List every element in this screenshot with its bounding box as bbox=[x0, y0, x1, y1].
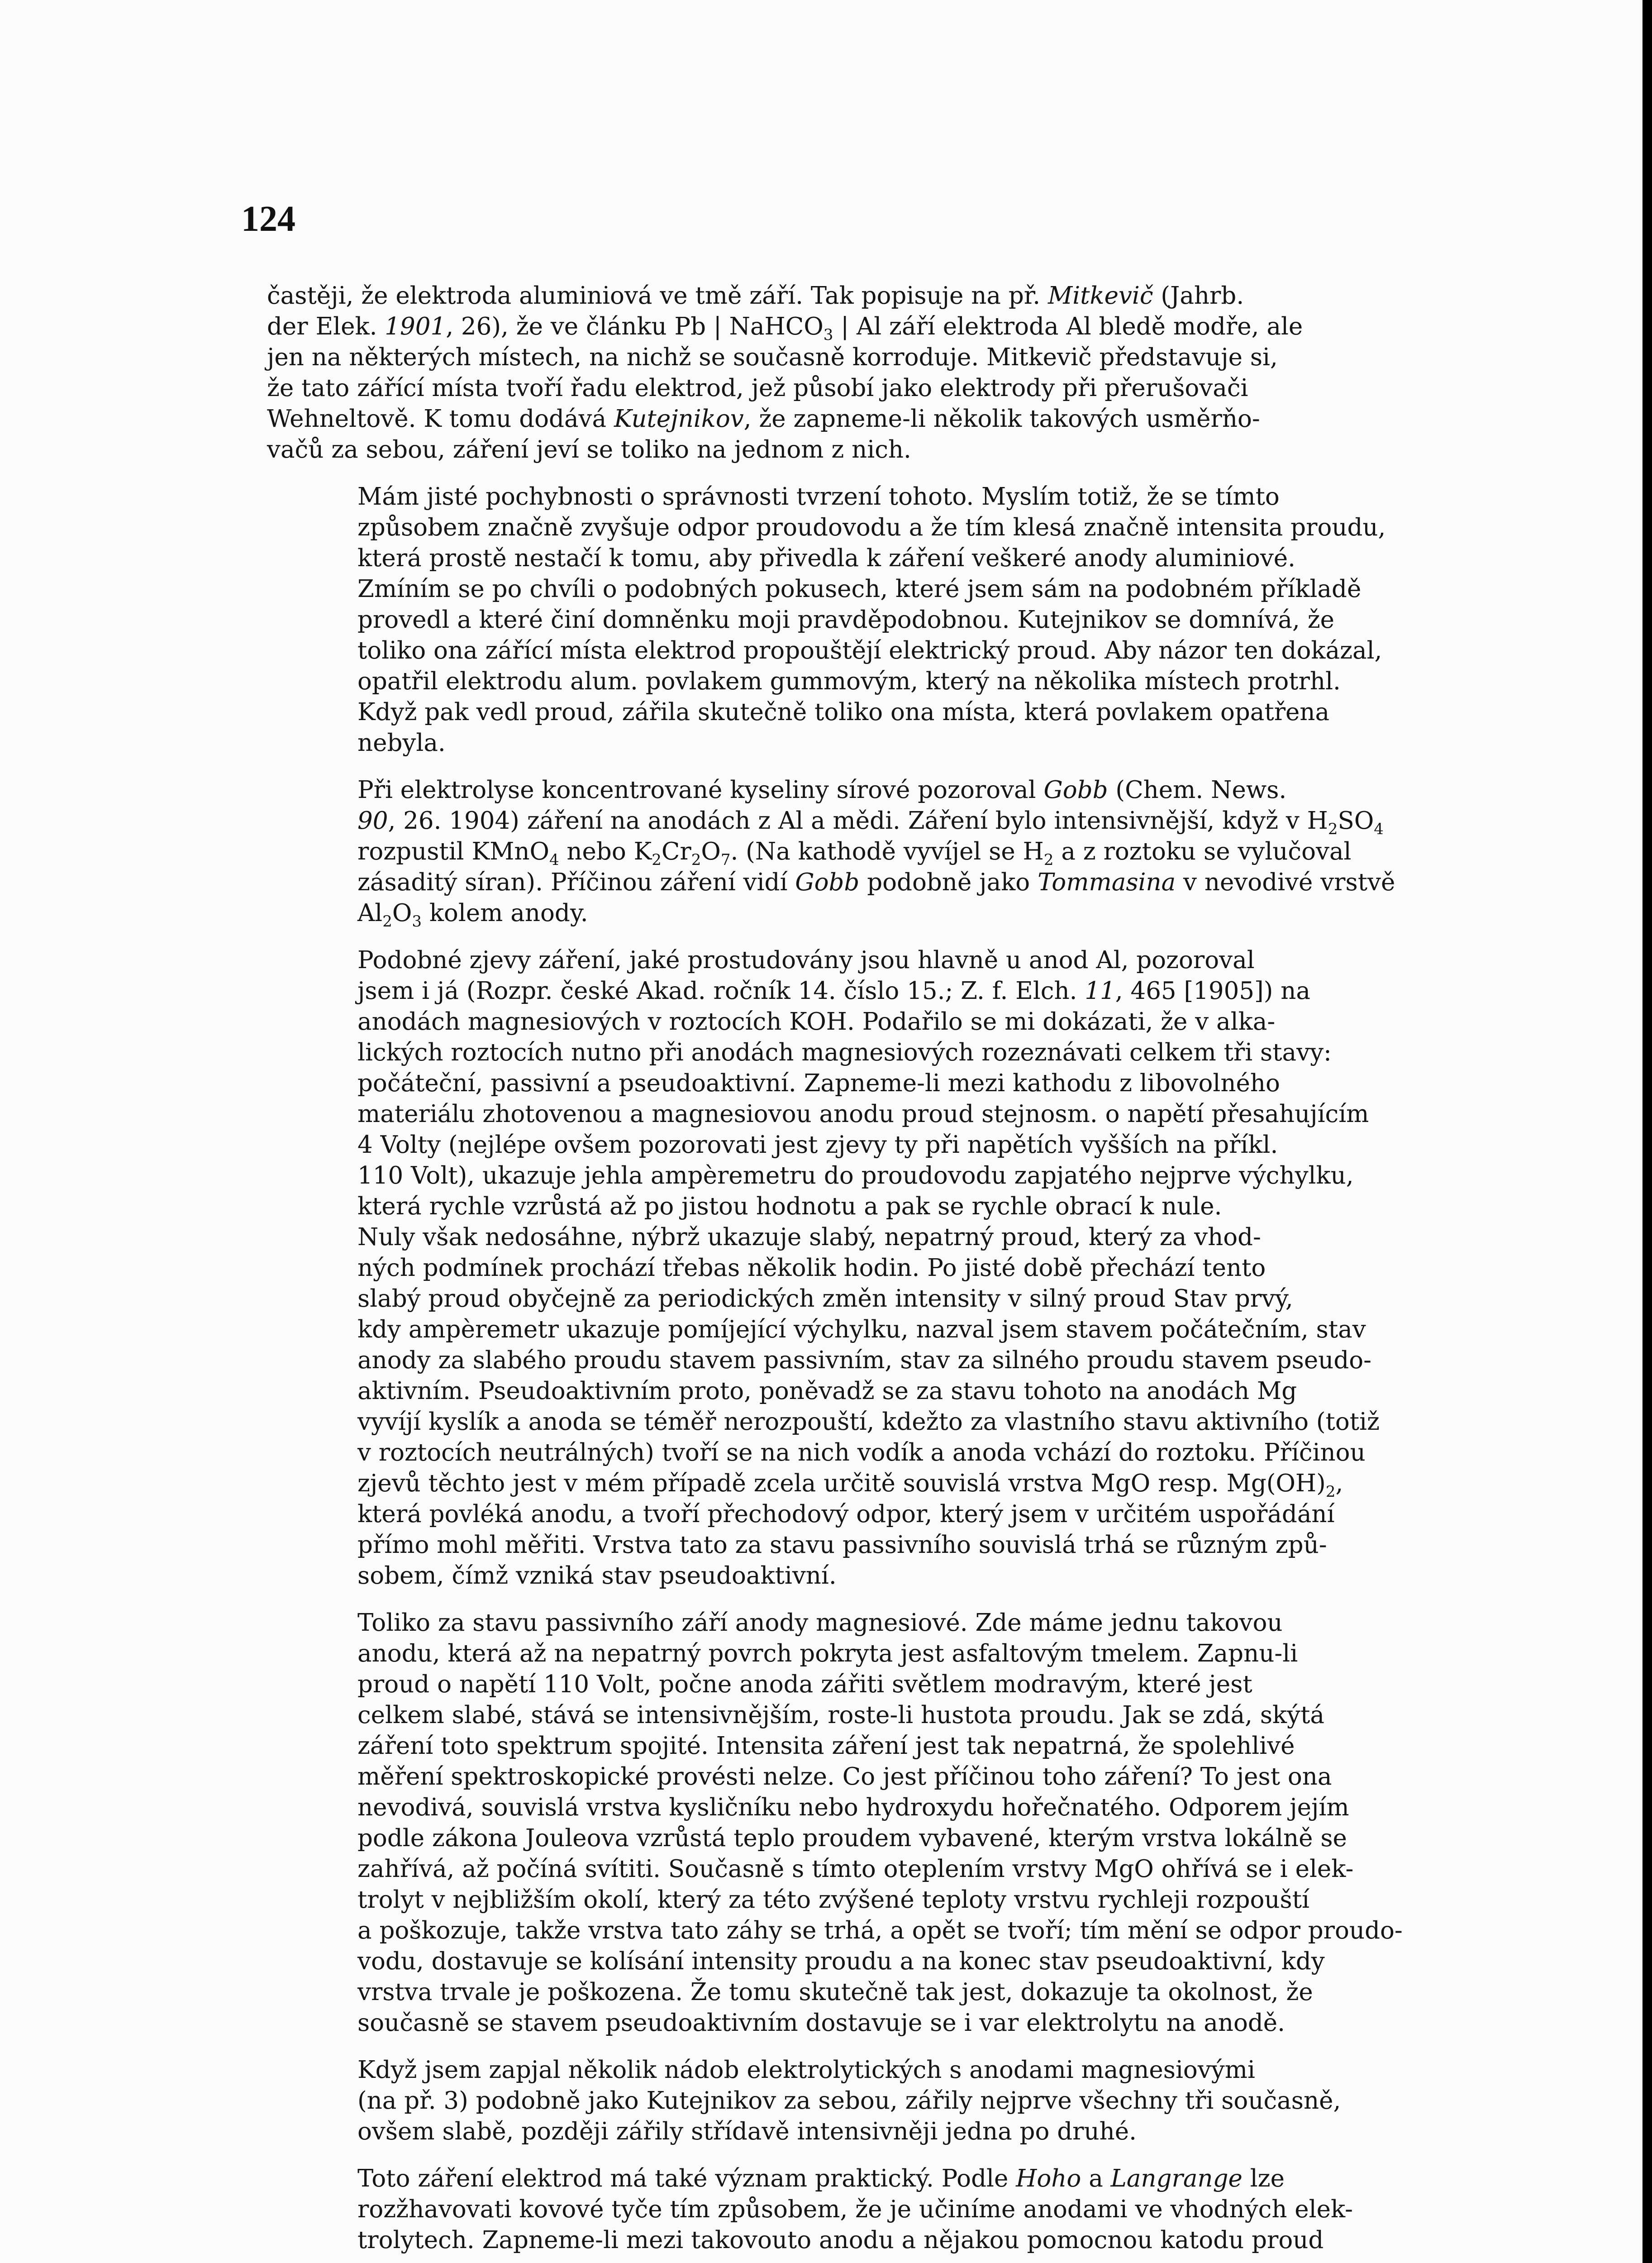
text-run: O bbox=[701, 838, 721, 865]
text-line bbox=[267, 1222, 1452, 1253]
text-line bbox=[267, 1253, 1452, 1284]
text-line bbox=[267, 311, 1452, 342]
text-run: Cr bbox=[661, 838, 691, 865]
text-line bbox=[267, 1823, 1452, 1854]
text-run: anody za slabého proudu stavem passivním, stav za silného proudu stavem pseudo- bbox=[357, 1346, 1372, 1374]
text-run: der Elek. bbox=[267, 313, 385, 340]
text-run: vrstva trvale je poškozena. Že tomu skutečně tak jest, dokazuje ta okolnost, že bbox=[357, 1978, 1313, 2006]
text-line bbox=[267, 1468, 1452, 1499]
text-run: Když pak vedl proud, zářila skutečně toliko ona místa, která povlakem opatřena bbox=[357, 698, 1330, 726]
text-run: nevodivá, souvislá vrstva kysličníku nebo hydroxydu hořečnatého. Odporem jejím bbox=[357, 1794, 1349, 1821]
text-line bbox=[267, 1345, 1452, 1376]
text-run: Mám jisté pochybnosti o správnosti tvrzení tohoto. Myslím totiž, že se tímto bbox=[357, 483, 1280, 511]
text-line bbox=[267, 1007, 1452, 1037]
text-line bbox=[267, 1499, 1452, 1530]
text-run: podle zákona Jouleova vzrůstá teplo proudem vybavené, kterým vrstva lokálně se bbox=[357, 1824, 1347, 1852]
text-run: Nuly však nedosáhne, nýbrž ukazuje slabý, nepatrný proud, který za vhod- bbox=[357, 1223, 1261, 1251]
text-line bbox=[267, 1130, 1452, 1160]
text-line bbox=[267, 434, 1452, 465]
text-run: (Chem. News. bbox=[1108, 776, 1287, 804]
paragraph bbox=[267, 281, 1452, 465]
text-line bbox=[267, 1376, 1452, 1407]
text-run: nebyla. bbox=[357, 729, 446, 757]
text-run: která povléká anodu, a tvoří přechodový odpor, který jsem v určitém uspořádání bbox=[357, 1500, 1335, 1528]
text-line bbox=[267, 1854, 1452, 1885]
text-line bbox=[267, 976, 1452, 1007]
text-line bbox=[267, 2225, 1452, 2256]
text-line bbox=[267, 404, 1452, 434]
text-line bbox=[267, 1530, 1452, 1561]
text-run: sobem, čímž vzniká stav pseudoaktivní. bbox=[357, 1562, 837, 1590]
text-run: (Jahrb. bbox=[1153, 282, 1244, 310]
text-run: Wehneltově. K tomu dodává bbox=[267, 405, 614, 433]
text-run: nebo K bbox=[559, 838, 652, 865]
text-run: vodu, dostavuje se kolísání intensity proudu a na konec stav pseudoaktivní, kdy bbox=[357, 1948, 1325, 1975]
text-run: 4 Volty (nejlépe ovšem pozorovati jest zjevy ty při napětích vyšších na příkl. bbox=[357, 1131, 1278, 1159]
text-run: , 26. 1904) záření na anodách z Al a mědi. Záření bylo intensivnější, když v H bbox=[388, 807, 1328, 835]
text-line bbox=[267, 1638, 1452, 1669]
text-run: aktivním. Pseudoaktivním proto, poněvadž se za stavu tohoto na anodách Mg bbox=[357, 1377, 1297, 1405]
text-line bbox=[267, 543, 1452, 574]
italic-text: 90 bbox=[357, 807, 388, 835]
text-run: provedl a které činí domněnku moji pravděpodobnou. Kutejnikov se domnívá, že bbox=[357, 606, 1334, 634]
text-line bbox=[267, 1915, 1452, 1946]
text-run: trolytech. Zapneme-li mezi takovouto anodu a nějakou pomocnou katodu proud bbox=[357, 2226, 1324, 2254]
scan-border bbox=[1642, 0, 1652, 2263]
text-line bbox=[267, 898, 1452, 929]
text-run: ných podmínek prochází třebas několik hodin. Po jisté době přechází tento bbox=[357, 1254, 1266, 1282]
subscript: 2 bbox=[691, 851, 701, 869]
text-run: opatřil elektrodu alum. povlakem gummovým, který na několika místech protrhl. bbox=[357, 668, 1341, 695]
text-run: zahřívá, až počíná svítiti. Současně s tímto oteplením vrstvy MgO ohřívá se i elek- bbox=[357, 1855, 1354, 1883]
text-line bbox=[267, 806, 1452, 836]
text-run: která prostě nestačí k tomu, aby přivedla k záření veškeré anody aluminiové. bbox=[357, 544, 1295, 572]
text-run: přímo mohl měřiti. Vrstva tato za stavu passivního souvislá trhá se různým způ- bbox=[357, 1531, 1327, 1559]
text-line bbox=[267, 1191, 1452, 1222]
text-run: Zmíním se po chvíli o podobných pokusech, které jsem sám na podobném příkladě bbox=[357, 575, 1362, 603]
text-run: kolem anody. bbox=[421, 899, 588, 927]
text-line bbox=[267, 605, 1452, 635]
text-run: toliko ona zářící místa elektrod propouštějí elektrický proud. Aby názor ten dokázal, bbox=[357, 637, 1382, 664]
text-line bbox=[267, 945, 1452, 976]
text-run: 110 Volt), ukazuje jehla ampèremetru do proudovodu zapjatého nejprve výchylku, bbox=[357, 1162, 1354, 1189]
text-run: lických roztocích nutno při anodách magnesiových rozeznávati celkem tři stavy: bbox=[357, 1039, 1332, 1066]
text-line bbox=[267, 1284, 1452, 1314]
text-line bbox=[267, 2055, 1452, 2086]
text-run: kdy ampèremetr ukazuje pomíjející výchylku, nazval jsem stavem počátečním, stav bbox=[357, 1316, 1366, 1343]
text-run: O bbox=[392, 899, 412, 927]
text-line bbox=[267, 775, 1452, 806]
italic-text: Langrange bbox=[1110, 2165, 1243, 2192]
text-run: Když jsem zapjal několik nádob elektrolytických s anodami magnesiovými bbox=[357, 2056, 1255, 2084]
text-line bbox=[267, 2116, 1452, 2147]
text-line bbox=[267, 2163, 1452, 2194]
text-run: Toto záření elektrod má také význam praktický. Podle bbox=[357, 2165, 1016, 2192]
text-run: počáteční, passivní a pseudoaktivní. Zapneme-li mezi kathodu z libovolného bbox=[357, 1069, 1280, 1097]
subscript: 2 bbox=[1328, 820, 1338, 838]
subscript: 3 bbox=[412, 912, 422, 931]
text-line bbox=[267, 342, 1452, 373]
paragraph bbox=[267, 2163, 1452, 2256]
text-run: Při elektrolyse koncentrované kyseliny sírové pozoroval bbox=[357, 776, 1044, 804]
paragraph bbox=[267, 482, 1452, 759]
text-run: anodu, která až na nepatrný povrch pokryta jest asfaltovým tmelem. Zapnu-li bbox=[357, 1640, 1298, 1667]
text-run: zásaditý síran). Příčinou záření vidí bbox=[357, 869, 795, 896]
text-line bbox=[267, 1731, 1452, 1762]
text-line bbox=[267, 1700, 1452, 1731]
subscript: 2 bbox=[382, 912, 392, 931]
text-line bbox=[267, 1314, 1452, 1345]
text-run: a z roztoku se vylučoval bbox=[1053, 838, 1352, 865]
text-run: vyvíjí kyslík a anoda se téměř nerozpouští, kdežto za vlastního stavu aktivního (totiž bbox=[357, 1408, 1380, 1436]
text-run: podobně jako bbox=[859, 869, 1038, 896]
paragraph bbox=[267, 775, 1452, 929]
paragraph bbox=[267, 2055, 1452, 2147]
paragraph bbox=[267, 945, 1452, 1591]
text-line bbox=[267, 1037, 1452, 1068]
text-run: slabý proud obyčejně za periodických změn intensity v silný proud Stav prvý, bbox=[357, 1285, 1293, 1313]
text-line bbox=[267, 482, 1452, 512]
text-run: proud o napětí 110 Volt, počne anoda zářiti světlem modravým, které jest bbox=[357, 1671, 1252, 1698]
text-line bbox=[267, 2086, 1452, 2116]
text-run: ovšem slabě, později zářily střídavě intensivněji jedna po druhé. bbox=[357, 2118, 1137, 2145]
text-line bbox=[267, 574, 1452, 605]
subscript: 4 bbox=[1374, 820, 1384, 838]
text-line bbox=[267, 1561, 1452, 1591]
text-run: | Al září elektroda Al bledě modře, ale bbox=[833, 313, 1303, 340]
text-run: trolyt v nejbližším okolí, který za této zvýšené teploty vrstvu rychleji rozpouští bbox=[357, 1886, 1310, 1914]
text-run: (na př. 3) podobně jako Kutejnikov za sebou, zářily nejprve všechny tři současně, bbox=[357, 2087, 1341, 2115]
subscript: 3 bbox=[823, 326, 833, 344]
text-line bbox=[267, 2194, 1452, 2225]
text-run: rozžhavovati kovové tyče tím způsobem, že je učiníme anodami ve vhodných elek- bbox=[357, 2196, 1353, 2223]
italic-text: Hoho bbox=[1016, 2165, 1081, 2192]
text-run: lze bbox=[1242, 2165, 1285, 2192]
text-line bbox=[267, 1946, 1452, 1977]
text-line bbox=[267, 1407, 1452, 1437]
text-line bbox=[267, 697, 1452, 728]
text-run: zjevů těchto jest v mém případě zcela určitě souvislá vrstva MgO resp. Mg(OH) bbox=[357, 1470, 1326, 1497]
subscript: 4 bbox=[549, 851, 559, 869]
text-run: způsobem značně zvyšuje odpor proudovodu a že tím klesá značně intensita proudu, bbox=[357, 514, 1386, 541]
text-run: jsem i já (Rozpr. české Akad. ročník 14. číslo 15.; Z. f. Elch. bbox=[357, 977, 1085, 1005]
text-line bbox=[267, 867, 1452, 898]
text-line bbox=[267, 373, 1452, 404]
text-run: a poškozuje, takže vrstva tato záhy se trhá, a opět se tvoří; tím mění se odpor proudo- bbox=[357, 1917, 1403, 1944]
text-run: Al bbox=[357, 899, 383, 927]
italic-text: 1901 bbox=[385, 313, 446, 340]
text-line bbox=[267, 635, 1452, 666]
text-run: a bbox=[1081, 2165, 1111, 2192]
text-run: . (Na kathodě vyvíjel se H bbox=[730, 838, 1044, 865]
text-run: , 26), že ve článku Pb | NaHCO bbox=[446, 313, 824, 340]
italic-text: Mitkevič bbox=[1047, 282, 1153, 310]
text-run: , bbox=[1335, 1470, 1343, 1497]
text-run: která rychle vzrůstá až po jistou hodnotu a pak se rychle obrací k nule. bbox=[357, 1193, 1222, 1220]
italic-text: Kutejnikov bbox=[614, 405, 744, 433]
italic-text: Tommasina bbox=[1038, 869, 1176, 896]
body-text bbox=[267, 281, 1452, 2256]
text-line bbox=[267, 2008, 1452, 2039]
text-run: celkem slabé, stává se intensivnějším, roste-li hustota proudu. Jak se zdá, skýtá bbox=[357, 1701, 1324, 1729]
paragraph bbox=[267, 1608, 1452, 2039]
subscript: 2 bbox=[1325, 1483, 1336, 1501]
text-run: v nevodivé vrstvě bbox=[1176, 869, 1395, 896]
italic-text: Gobb bbox=[795, 869, 860, 896]
text-run: že tato zářící místa tvoří řadu elektrod, jež působí jako elektrody při přerušovači bbox=[267, 374, 1248, 402]
text-line bbox=[267, 1068, 1452, 1099]
text-run: měření spektroskopické provésti nelze. Co jest příčinou toho záření? To jest ona bbox=[357, 1763, 1332, 1790]
page-number: 124 bbox=[241, 199, 295, 239]
text-line bbox=[267, 1792, 1452, 1823]
subscript: 2 bbox=[1043, 851, 1054, 869]
text-run: rozpustil KMnO bbox=[357, 838, 549, 865]
text-run: častěji, že elektroda aluminiová ve tmě září. Tak popisuje na př. bbox=[267, 282, 1048, 310]
subscript: 7 bbox=[720, 851, 731, 869]
text-run: SO bbox=[1338, 807, 1374, 835]
text-run: záření toto spektrum spojité. Intensita záření jest tak nepatrná, že spolehlivé bbox=[357, 1732, 1295, 1760]
text-line bbox=[267, 728, 1452, 759]
text-line bbox=[267, 1099, 1452, 1130]
text-run: současně se stavem pseudoaktivním dostavuje se i var elektrolytu na anodě. bbox=[357, 2009, 1285, 2037]
text-line bbox=[267, 666, 1452, 697]
text-line bbox=[267, 836, 1452, 867]
italic-text: 11 bbox=[1085, 977, 1115, 1005]
text-line bbox=[267, 1160, 1452, 1191]
text-run: anodách magnesiových v roztocích KOH. Podařilo se mi dokázati, že v alka- bbox=[357, 1008, 1276, 1036]
text-line bbox=[267, 1762, 1452, 1792]
text-line bbox=[267, 1977, 1452, 2008]
text-run: v roztocích neutrálných) tvoří se na nich vodík a anoda vchází do roztoku. Příčinou bbox=[357, 1439, 1366, 1466]
text-line bbox=[267, 1885, 1452, 1915]
text-run: vačů za sebou, záření jeví se toliko na jednom z nich. bbox=[267, 436, 911, 463]
subscript: 2 bbox=[652, 851, 662, 869]
text-run: Toliko za stavu passivního září anody magnesiové. Zde máme jednu takovou bbox=[357, 1609, 1283, 1637]
text-run: jen na některých místech, na nichž se současně korroduje. Mitkevič představuje si, bbox=[267, 344, 1278, 371]
text-line bbox=[267, 1608, 1452, 1638]
text-line bbox=[267, 1669, 1452, 1700]
text-run: Podobné zjevy záření, jaké prostudovány jsou hlavně u anod Al, pozoroval bbox=[357, 946, 1255, 974]
text-run: , 465 [1905]) na bbox=[1115, 977, 1310, 1005]
text-line bbox=[267, 1437, 1452, 1468]
text-run: , že zapneme-li několik takových usměrňo- bbox=[743, 405, 1260, 433]
italic-text: Gobb bbox=[1043, 776, 1108, 804]
text-line bbox=[267, 512, 1452, 543]
text-run: materiálu zhotovenou a magnesiovou anodu proud stejnosm. o napětí přesahujícím bbox=[357, 1100, 1369, 1128]
text-line bbox=[267, 281, 1452, 311]
